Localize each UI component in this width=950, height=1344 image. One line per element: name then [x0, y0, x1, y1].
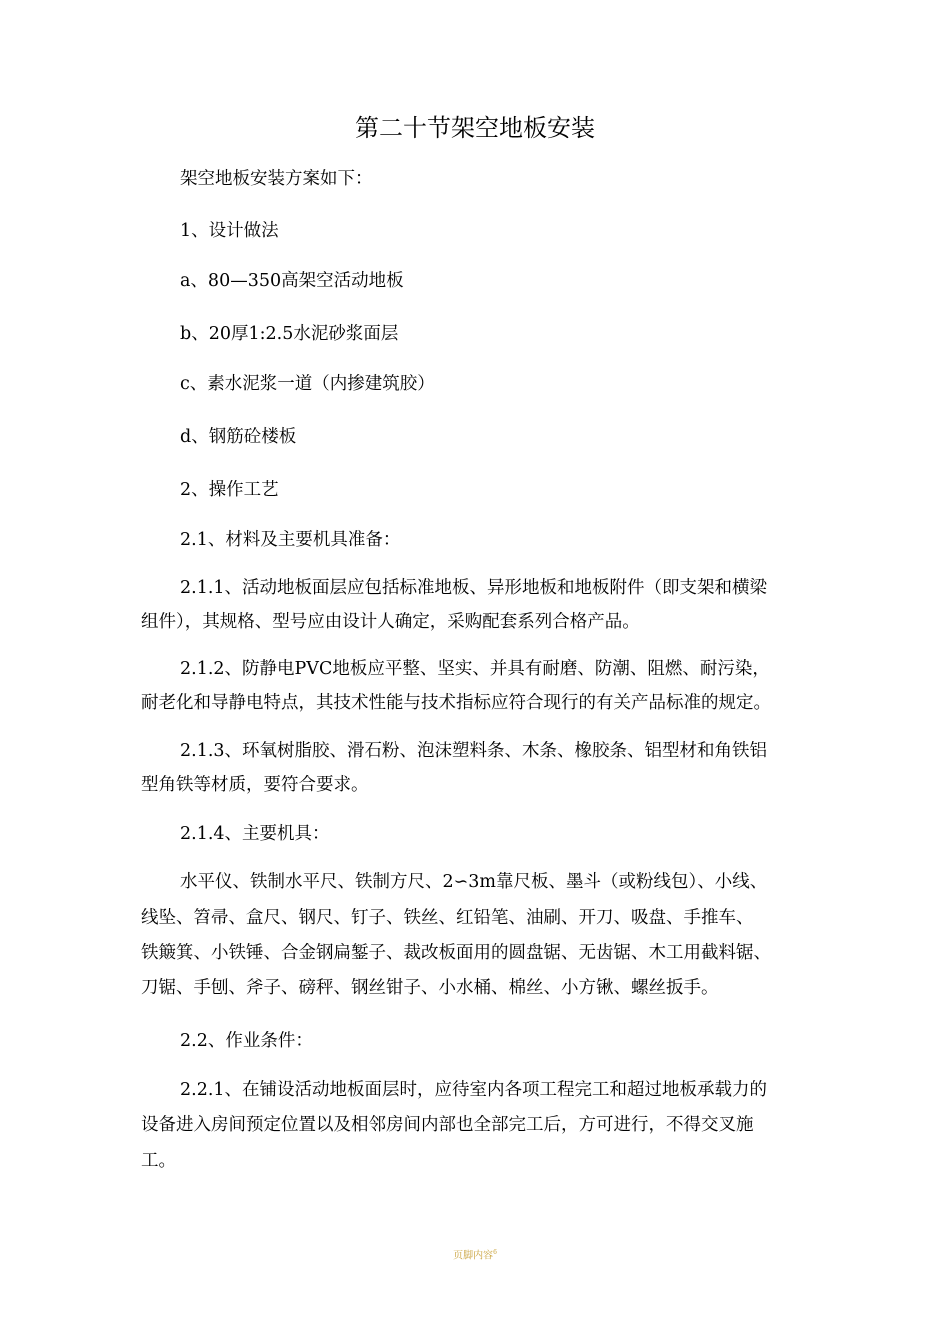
- tools-list-line: 水平仪、铁制水平尺、铁制方尺、2∽3m靠尺板、墨斗（或粉线包）、小线、: [180, 872, 768, 892]
- page-number: 6: [493, 1249, 497, 1256]
- paragraph-2-2-1-line: 设备进入房间预定位置以及相邻房间内部也全部完工后，方可进行，不得交叉施: [141, 1115, 754, 1135]
- paragraph-2-2-1-line: 2.2.1、在铺设活动地板面层时，应待室内各项工程完工和超过地板承载力的: [180, 1080, 768, 1100]
- design-item-c: c、素水泥浆一道（内掺建筑胶）: [180, 374, 435, 394]
- page-footer: [0, 1246, 950, 1263]
- paragraph-2-1-2-line: 2.1.2、防静电PVC地板应平整、坚实、并具有耐磨、防潮、阻燃、耐污染，: [180, 659, 770, 679]
- paragraph-2-1-2-line: 耐老化和导静电特点，其技术性能与技术指标应符合现行的有关产品标准的规定。: [141, 693, 771, 713]
- section-2-heading: 2、操作工艺: [180, 480, 279, 500]
- footer-text: 页脚内容: [453, 1250, 494, 1262]
- tools-list-line: 铁簸箕、小铁锤、合金钢扁錾子、裁改板面用的圆盘锯、无齿锯、木工用截料锯、: [141, 943, 771, 963]
- paragraph-2-1-3-line: 型角铁等材质，要符合要求。: [141, 775, 369, 795]
- page-title: 第二十节架空地板安装: [355, 114, 595, 142]
- paragraph-2-1-1-line: 2.1.1、活动地板面层应包括标准地板、异形地板和地板附件（即支架和横梁: [180, 578, 768, 598]
- intro-text: 架空地板安装方案如下：: [180, 169, 373, 189]
- design-item-b: b、20厚1:2.5水泥砂浆面层: [180, 324, 399, 344]
- design-item-d: d、钢筋砼楼板: [180, 427, 297, 447]
- design-item-a: a、80—350高架空活动地板: [180, 271, 404, 291]
- section-2-1-4-heading: 2.1.4、主要机具：: [180, 824, 330, 844]
- tools-list-line: 刀锯、手刨、斧子、磅秤、钢丝钳子、小水桶、棉丝、小方锹、螺丝扳手。: [141, 978, 719, 998]
- section-1-heading: 1、设计做法: [180, 221, 279, 241]
- section-2-1-heading: 2.1、材料及主要机具准备：: [180, 530, 401, 550]
- paragraph-2-2-1-line: 工。: [141, 1151, 176, 1171]
- tools-list-line: 线坠、笤帚、盒尺、钢尺、钉子、铁丝、红铅笔、油刷、开刀、吸盘、手推车、: [141, 908, 754, 928]
- paragraph-2-1-1-line: 组件），其规格、型号应由设计人确定，采购配套系列合格产品。: [141, 612, 640, 632]
- paragraph-2-1-3-line: 2.1.3、环氧树脂胶、滑石粉、泡沫塑料条、木条、橡胶条、铝型材和角铁铝: [180, 741, 768, 761]
- section-2-2-heading: 2.2、作业条件：: [180, 1031, 313, 1051]
